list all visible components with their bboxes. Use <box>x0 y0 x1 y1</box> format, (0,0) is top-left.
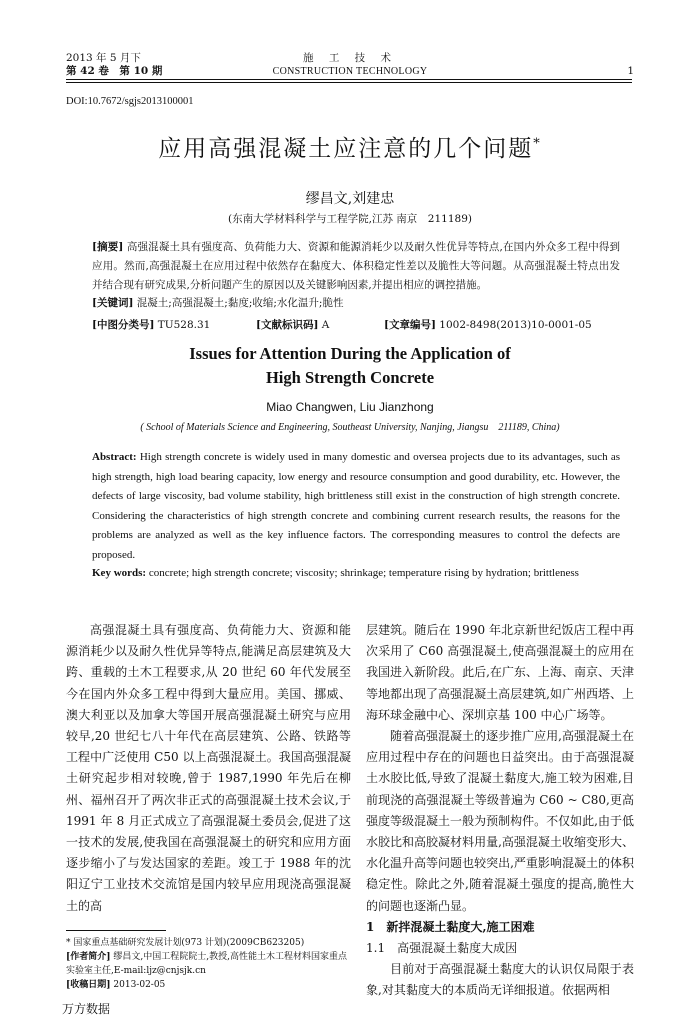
abstract-en-label: Abstract: <box>92 451 137 463</box>
affiliation-en: ( School of Materials Science and Engineering, Southeast University, Nanjing, Jiangsu 211189, China) <box>140 422 560 433</box>
affiliation-cn: (东南大学材料科学与工程学院,江苏 南京 211189) <box>228 213 472 225</box>
journal-name-en: CONSTRUCTION TECHNOLOGY <box>272 66 428 77</box>
problems-paragraph: 随着高强混凝土的逐步推广应用,高强混凝土在应用过程中存在的问题也日益突出。由于高强混凝土水胶比低,导致了混凝土黏度大,施工较为困难,目前现浇的高强混凝土等级普遍为 C60 ~ C80,更高强度等级混凝土一般为预制构件。不仅如此,由于低水胶比和高胶凝材料用量,高强混凝土收缩变形大、水化温升高等问题也较突出,严重影响混凝土的体积稳定性。除此之外,随着混凝土强度的提高,脆性大的问题也逐渐凸显。 <box>366 729 634 913</box>
issue-date: 2013 年 5 月下 <box>66 52 141 64</box>
keywords-en-label: Key words: <box>92 567 147 579</box>
title-cn <box>60 130 640 163</box>
page-number: 1 <box>627 65 634 77</box>
authors-cn: 缪昌文,刘建忠 <box>305 191 395 207</box>
intro-paragraph: 高强混凝土具有强度高、负荷能力大、资源和能源消耗少以及耐久性优异等特点,能满足高层建筑及大跨、重载的土木工程要求,从 20 世纪 60 年代发展至今在国内外众多工程中得到大量应用。美国、挪威、澳大利亚以及加拿大等国开展高强混凝土研究与应用较早,20 世纪七八十年代在高层建筑、公路、铁路等工程中广泛使用 C50 以上高强混凝土。我国高强混凝土研究起步相对较晚,曾于 1987,1990 年先后在柳州、福州召开了两次非正式的高强混凝土技术会议,于 1991 年 8 月正式成立了高强混凝土委员会,促进了这一技术的发展,使我国在高强混凝土的研究和应用方面逐步缩小了与发达国家的差距。竣工于 1988 年的沈阳辽宁工业技术交流馆是国内较早应用现浇高强混凝土的高 <box>66 623 351 913</box>
keywords-en: concrete; high strength concrete; viscosity; shrinkage; temperature rising by hydration; brittleness <box>146 567 579 579</box>
doccode-value: A <box>318 319 330 331</box>
section-heading-1: 1 新拌混凝土黏度大,施工困难 <box>366 919 535 934</box>
body-column-right <box>366 620 634 1002</box>
header-rule-top <box>66 79 632 80</box>
title-cn-text: 应用高强混凝土应注意的几个问题 <box>158 136 534 162</box>
intro-paragraph-continued: 层建筑。随后在 1990 年北京新世纪饭店工程中再次采用了 C60 高强混凝土,使高强混凝土的应用在我国进入新阶段。此后,在广东、上海、南京、天津等地都出现了高强混凝土高层建筑,如广州西塔、上海环球金融中心、深圳京基 100 中心广场等。 <box>366 623 634 722</box>
viscosity-paragraph: 目前对于高强混凝土黏度大的认识仅局限于表象,对其黏度大的本质尚无详细报道。依据两相 <box>366 962 634 998</box>
author-bio-label: [作者简介] <box>66 952 111 962</box>
received-label: [收稿日期] <box>66 980 111 990</box>
title-en-line1: Issues for Attention During the Application of <box>189 344 511 363</box>
document-code <box>256 317 329 332</box>
received-date <box>66 978 351 992</box>
article-number <box>384 317 592 332</box>
fund-note: * 国家重点基础研究发展计划(973 计划)(2009CB623205) <box>66 938 305 948</box>
body-column-left <box>66 620 351 917</box>
footnote-rule <box>66 930 166 931</box>
title-en <box>60 342 640 390</box>
keywords-en-block <box>92 564 620 584</box>
subsection-heading-1-1: 1.1 高强混凝土黏度大成因 <box>366 941 518 956</box>
journal-name-cn: 施 工 技 术 <box>302 52 397 64</box>
watermark: 万方数据 <box>62 1002 111 1016</box>
clc-label: [中图分类号] <box>92 319 155 331</box>
abstract-cn-label: [摘要] <box>92 241 124 253</box>
running-header-center <box>250 52 450 78</box>
authors-en: Miao Changwen, Liu Jianzhong <box>266 400 434 414</box>
header-rule-bottom <box>66 82 632 83</box>
keywords-cn: 混凝土;高强混凝土;黏度;收缩;水化温升;脆性 <box>133 297 344 310</box>
keywords-cn-label: [关键词] <box>92 297 134 310</box>
abstract-en <box>92 448 620 565</box>
volume-issue: 第 42 卷 第 10 期 <box>66 65 163 77</box>
clc-value: TU528.31 <box>154 319 211 331</box>
running-header-left <box>66 52 162 78</box>
doccode-label: [文献标识码] <box>256 319 319 331</box>
abstract-cn <box>92 238 620 313</box>
author-bio-text: 缪昌文,中国工程院院士,教授,高性能土木工程材料国家重点实验室主任,E-mail:ljz@cnjsjk.cn <box>66 952 347 976</box>
author-bio <box>66 950 351 978</box>
article-value: 1002-8498(2013)10-0001-05 <box>435 319 592 331</box>
abstract-cn-text: 高强混凝土具有强度高、负荷能力大、资源和能源消耗少以及耐久性优异等特点,在国内外众多工程中得到应用。然而,高强混凝土在应用过程中依然存在黏度大、体积稳定性差以及脆性大等问题。从高强混凝土特点出发并结合现有研究成果,分析问题产生的原因以及关键影响因素,并提出相应的调控措施。 <box>92 241 620 291</box>
abstract-en-text: High strength concrete is widely used in many domestic and oversea projects due to its advantages, such as high strength, high load bearing capacity, low energy and resource consumption and good durability, etc. However, the defects of large viscosity, bad volume stability, high brittleness still exist in the construction of high strength concrete. Considering the characteristics of high strength concrete and combining current research results, the reasons for the problems are analyzed as well as the key influence factors. The corresponding measures to control the defects are proposed. <box>92 451 620 561</box>
doi: DOI:10.7672/sgjs2013100001 <box>66 96 194 107</box>
received-value: 2013-02-05 <box>110 980 166 990</box>
article-label: [文章编号] <box>384 319 436 331</box>
title-en-line2: High Strength Concrete <box>265 368 435 387</box>
clc-number <box>92 317 210 332</box>
title-footnote-mark: * <box>533 136 542 152</box>
footnote <box>66 936 351 992</box>
